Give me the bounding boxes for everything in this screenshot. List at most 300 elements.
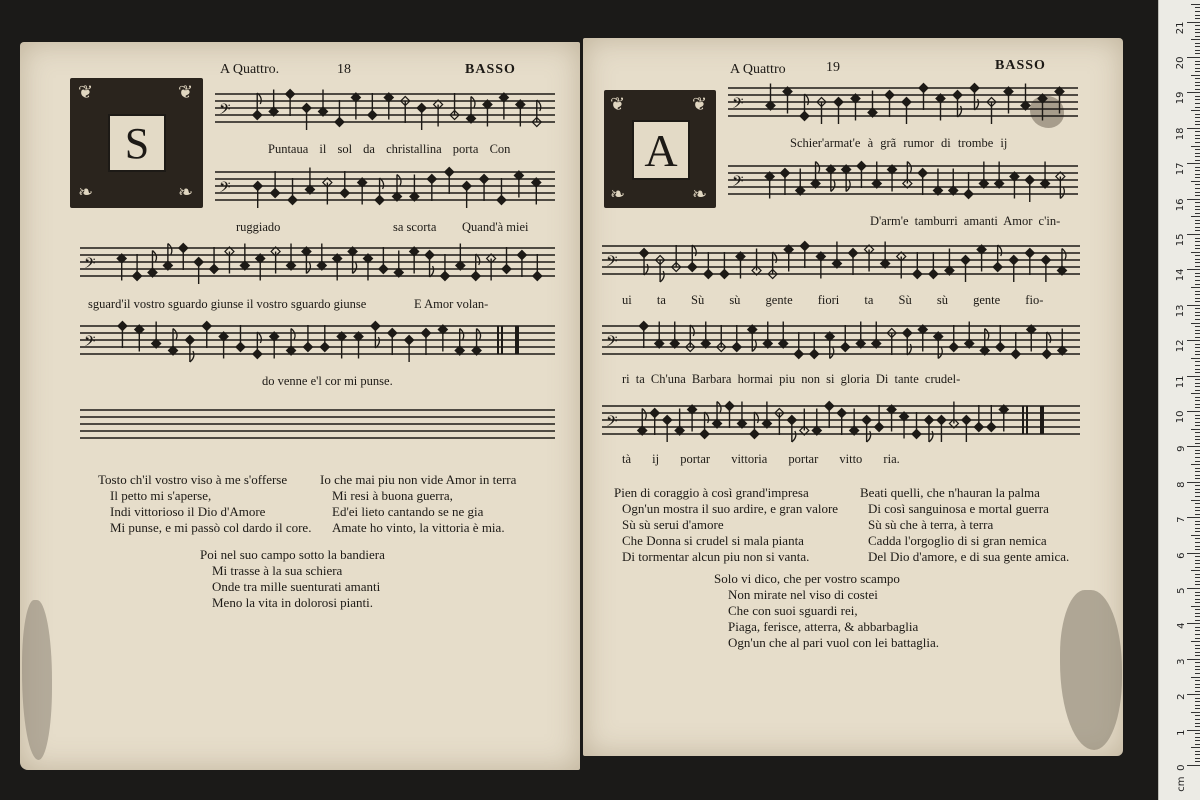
- ruler-tick: [1195, 503, 1200, 504]
- ruler-tick: [1187, 659, 1200, 660]
- ruler-tick: [1195, 521, 1200, 522]
- ruler-tick: [1191, 146, 1200, 147]
- poem-line: Cadda l'orgoglio di si gran nemica: [868, 533, 1047, 548]
- ruler-tick: [1195, 475, 1200, 476]
- music-note: [502, 247, 511, 274]
- clef-mark: 𝄢: [219, 179, 231, 200]
- music-note: [425, 250, 434, 277]
- music-note: [834, 97, 843, 124]
- poem-line: Di tormentar alcun piu non si vanta.: [622, 549, 810, 564]
- right-lyric-line-1: Schier'armat'e à grã rumor di trombe ij: [790, 136, 1008, 150]
- ruler-tick: [1195, 365, 1200, 366]
- ruler-tick: [1195, 616, 1200, 617]
- music-note: [210, 247, 219, 274]
- ruler-tick: [1195, 330, 1200, 331]
- left-poem-stanza-1: [98, 472, 311, 536]
- poem-line: Piaga, ferisce, atterra, & abbarbaglia: [728, 619, 919, 634]
- ruler-tick: [1195, 50, 1200, 51]
- ruler-tick: [1195, 32, 1200, 33]
- ruler-tick: [1195, 351, 1200, 352]
- right-staff-4: [602, 318, 1080, 370]
- ruler-tick: [1191, 358, 1200, 359]
- right-poem-stanza-3: [714, 571, 939, 651]
- ruler-tick: [1195, 620, 1200, 621]
- music-note: [704, 252, 713, 279]
- music-note: [340, 171, 349, 198]
- ruler-tick: [1195, 135, 1200, 136]
- ruler-tick: [1187, 305, 1200, 306]
- ruler-tick: [1195, 574, 1200, 575]
- poem-line: Solo vi dico, che per vostro scampo: [714, 571, 900, 586]
- ruler-number: 2: [1175, 693, 1187, 701]
- ruler-tick: [1195, 156, 1200, 157]
- ruler-tick: [1195, 280, 1200, 281]
- right-lyric-line-4: ri ta Ch'una Barbara hormai piu non si gloria Di tante crudel-: [622, 372, 961, 386]
- ruler-tick: [1187, 730, 1200, 731]
- poem-line: Non mirate nel viso di costei: [728, 587, 878, 602]
- music-note: [236, 325, 245, 352]
- music-note: [970, 83, 979, 110]
- ruler-tick: [1195, 687, 1200, 688]
- ruler-tick: [1195, 29, 1200, 30]
- ruler-tick: [1195, 326, 1200, 327]
- ruler-tick: [1195, 206, 1200, 207]
- ruler-tick: [1195, 36, 1200, 37]
- ruler-tick: [1195, 662, 1200, 663]
- initial-letter-s: S: [124, 118, 150, 168]
- ruler-tick: [1195, 308, 1200, 309]
- ruler-tick: [1195, 209, 1200, 210]
- measuring-ruler: [1158, 0, 1200, 800]
- music-note: [663, 415, 672, 442]
- right-staff-2: [728, 158, 1078, 210]
- ruler-tick: [1195, 354, 1200, 355]
- ruler-tick: [1187, 376, 1200, 377]
- ruler-tick: [1195, 372, 1200, 373]
- ruler-tick: [1195, 538, 1200, 539]
- music-note: [497, 178, 506, 205]
- music-note: [993, 245, 1002, 272]
- ruler-tick: [1191, 39, 1200, 40]
- ruler-tick: [1195, 737, 1200, 738]
- ruler-tick: [1191, 393, 1200, 394]
- left-poem-stanza-3: [200, 547, 385, 611]
- music-note: [902, 97, 911, 124]
- ruler-tick: [1187, 199, 1200, 200]
- ruler-tick: [1195, 386, 1200, 387]
- ruler-tick: [1195, 638, 1200, 639]
- music-note: [857, 161, 866, 188]
- music-note: [133, 254, 142, 281]
- ruler-tick: [1195, 468, 1200, 469]
- music-note: [320, 325, 329, 352]
- ruler-tick: [1191, 4, 1200, 5]
- ruler-tick: [1195, 379, 1200, 380]
- ruler-tick: [1195, 15, 1200, 16]
- right-poem-stanza-2: [860, 485, 1069, 565]
- ruler-tick: [1195, 53, 1200, 54]
- ruler-tick: [1195, 230, 1200, 231]
- ruler-tick: [1195, 11, 1200, 12]
- ruler-tick: [1195, 117, 1200, 118]
- ruler-tick: [1195, 634, 1200, 635]
- ruler-tick: [1191, 641, 1200, 642]
- music-note: [286, 89, 295, 116]
- music-note: [794, 332, 803, 359]
- ruler-tick: [1195, 485, 1200, 486]
- ruler-tick: [1195, 556, 1200, 557]
- ruler-tick: [1191, 323, 1200, 324]
- ruler-number: 5: [1175, 587, 1187, 594]
- music-note: [118, 321, 127, 348]
- right-lyric-line-2: D'arm'e tamburri amanti Amor c'in-: [870, 214, 1061, 228]
- ruler-tick: [1195, 131, 1200, 132]
- ruler-tick: [1187, 623, 1200, 624]
- right-page-number: 19: [826, 60, 840, 75]
- music-note: [253, 93, 262, 120]
- ruler-number: 3: [1175, 658, 1187, 665]
- ruler-number: 7: [1175, 516, 1187, 524]
- ruler-tick: [1195, 418, 1200, 419]
- ruler-tick: [1195, 347, 1200, 348]
- barline: [515, 326, 519, 354]
- ruler-tick: [1195, 259, 1200, 260]
- music-note: [1009, 255, 1018, 282]
- music-note: [841, 325, 850, 352]
- ruler-tick: [1195, 726, 1200, 727]
- poem-line: Che Donna si crudel si mala pianta: [622, 533, 804, 548]
- ruler-tick: [1195, 284, 1200, 285]
- ruler-tick: [1195, 514, 1200, 515]
- music-note: [271, 171, 280, 198]
- decorated-initial-s: ❦ ❦ ❧ ❧ S: [70, 78, 203, 208]
- music-note: [405, 335, 414, 362]
- ruler-tick: [1195, 46, 1200, 47]
- clef-mark: 𝄢: [732, 173, 744, 194]
- poem-line: Poi nel suo campo sotto la bandiera: [200, 547, 385, 562]
- music-note: [918, 168, 927, 195]
- music-note: [253, 181, 262, 208]
- ruler-tick: [1195, 184, 1200, 185]
- right-voice-label: BASSO: [995, 58, 1046, 73]
- ruler-tick: [1195, 648, 1200, 649]
- ruler-tick: [1191, 677, 1200, 678]
- ruler-number: 18: [1175, 127, 1187, 141]
- music-note: [688, 245, 697, 272]
- ruler-tick: [1195, 124, 1200, 125]
- ruler-tick: [1195, 301, 1200, 302]
- music-note: [517, 250, 526, 277]
- ruler-tick: [1187, 446, 1200, 447]
- ruler-number: 13: [1175, 304, 1187, 318]
- music-note: [800, 94, 809, 121]
- ruler-tick: [1195, 238, 1200, 239]
- ruler-tick: [1195, 248, 1200, 249]
- music-note: [953, 90, 962, 117]
- ruler-tick: [1195, 18, 1200, 19]
- ruler-tick: [1195, 291, 1200, 292]
- ruler-tick: [1195, 61, 1200, 62]
- ruler-tick: [1191, 500, 1200, 501]
- ruler-tick: [1195, 369, 1200, 370]
- ruler-tick: [1195, 298, 1200, 299]
- ruler-tick: [1187, 517, 1200, 518]
- poem-line: Del Dio d'amore, e di sua gente amica.: [868, 549, 1070, 564]
- music-note: [903, 328, 912, 355]
- ruler-tick: [1195, 705, 1200, 706]
- ruler-tick: [1195, 319, 1200, 320]
- ruler-tick: [1195, 439, 1200, 440]
- ruler-tick: [1195, 177, 1200, 178]
- music-note: [885, 90, 894, 117]
- ruler-tick: [1195, 227, 1200, 228]
- ruler-tick: [1187, 340, 1200, 341]
- poem-line: Ogn'un mostra il suo ardire, e gran valore: [622, 501, 839, 516]
- ruler-tick: [1195, 333, 1200, 334]
- ruler-tick: [1195, 170, 1200, 171]
- ruler-tick: [1195, 266, 1200, 267]
- ruler-tick: [1195, 684, 1200, 685]
- ruler-tick: [1195, 68, 1200, 69]
- ruler-tick: [1195, 701, 1200, 702]
- ruler-number: 8: [1175, 481, 1187, 488]
- ruler-tick: [1195, 245, 1200, 246]
- left-header-title: A Quattro.: [220, 62, 280, 77]
- poem-line: Tosto ch'il vostro viso à me s'offerse: [98, 472, 288, 487]
- poem-line: Meno la vita in dolorosi pianti.: [212, 595, 374, 610]
- poem-line: Sù sù serui d'amore: [622, 517, 724, 532]
- music-note: [825, 401, 834, 428]
- ruler-tick: [1195, 138, 1200, 139]
- ruler-tick: [1195, 192, 1200, 193]
- music-note: [1011, 332, 1020, 359]
- ruler-tick: [1195, 592, 1200, 593]
- ruler-tick: [1195, 103, 1200, 104]
- right-header-title: A Quattro: [730, 62, 786, 77]
- ruler-tick: [1195, 415, 1200, 416]
- music-note: [974, 405, 983, 432]
- music-note: [848, 248, 857, 275]
- music-note: [302, 103, 311, 130]
- ruler-tick: [1195, 630, 1200, 631]
- ruler-number: 19: [1175, 91, 1187, 105]
- ruler-number: 6: [1175, 552, 1187, 559]
- music-note: [335, 100, 344, 127]
- music-note: [650, 408, 659, 435]
- poem-line: Indi vittorioso il Dio d'Amore: [110, 504, 266, 519]
- music-note: [639, 321, 648, 348]
- ruler-tick: [1195, 121, 1200, 122]
- barline: [497, 326, 499, 354]
- ruler-tick: [1195, 294, 1200, 295]
- ruler-tick: [1195, 549, 1200, 550]
- ruler-tick: [1195, 567, 1200, 568]
- music-note: [964, 172, 973, 199]
- ruler-tick: [1195, 153, 1200, 154]
- ruler-tick: [1191, 712, 1200, 713]
- ruler-tick: [1195, 457, 1200, 458]
- clef-mark: 𝄢: [606, 333, 618, 354]
- music-note: [179, 243, 188, 270]
- ruler-tick: [1195, 758, 1200, 759]
- music-note: [388, 328, 397, 355]
- music-note: [924, 415, 933, 442]
- decorated-initial-a: ❦ ❦ ❧ ❧ A: [604, 90, 716, 208]
- clef-mark: 𝄢: [84, 333, 96, 354]
- ruler-tick: [1195, 195, 1200, 196]
- music-note: [371, 321, 380, 348]
- music-note: [288, 178, 297, 205]
- ruler-tick: [1195, 276, 1200, 277]
- ruler-unit-label: cm: [1175, 776, 1187, 792]
- ruler-tick: [1195, 7, 1200, 8]
- ruler-tick: [1195, 531, 1200, 532]
- left-staff-3: [80, 240, 555, 292]
- ruler-tick: [1195, 82, 1200, 83]
- ruler-tick: [1195, 390, 1200, 391]
- ruler-number: 4: [1175, 622, 1187, 630]
- music-note: [1041, 255, 1050, 282]
- poem-line: Onde tra mille suenturati amanti: [212, 579, 381, 594]
- ruler-tick: [1191, 216, 1200, 217]
- left-staff-2: [215, 164, 555, 216]
- ruler-tick: [1195, 524, 1200, 525]
- ruler-tick: [1195, 471, 1200, 472]
- music-note: [732, 325, 741, 352]
- ruler-tick: [1187, 92, 1200, 93]
- ruler-tick: [1195, 673, 1200, 674]
- ruler-tick: [1195, 241, 1200, 242]
- ruler-tick: [1195, 496, 1200, 497]
- left-lyric-line-2b: sa scorta: [393, 220, 437, 234]
- ruler-tick: [1195, 744, 1200, 745]
- music-note: [253, 332, 262, 359]
- music-note: [913, 252, 922, 279]
- left-page-number: 18: [337, 62, 351, 77]
- poem-line: Mi resi à buona guerra,: [332, 488, 453, 503]
- ruler-tick: [1195, 422, 1200, 423]
- ruler-tick: [1195, 344, 1200, 345]
- ruler-tick: [1187, 553, 1200, 554]
- ruler-tick: [1195, 142, 1200, 143]
- ruler-tick: [1195, 691, 1200, 692]
- ruler-tick: [1195, 397, 1200, 398]
- ruler-tick: [1195, 315, 1200, 316]
- poem-line: Beati quelli, che n'hauran la palma: [860, 485, 1040, 500]
- music-note: [862, 415, 871, 442]
- ruler-tick: [1191, 75, 1200, 76]
- left-lyric-line-1: Puntaua il sol da christallina porta Con: [268, 142, 511, 156]
- right-lyric-line-5: tà ij portar vittoria portar vitto ria.: [622, 452, 900, 466]
- music-note: [480, 174, 489, 201]
- music-note: [875, 405, 884, 432]
- music-note: [185, 335, 194, 362]
- music-note: [368, 93, 377, 120]
- music-note: [937, 415, 946, 442]
- ruler-tick: [1195, 680, 1200, 681]
- ruler-tick: [1195, 89, 1200, 90]
- ruler-tick: [1191, 464, 1200, 465]
- ruler-tick: [1195, 149, 1200, 150]
- music-note: [949, 325, 958, 352]
- ruler-tick: [1195, 754, 1200, 755]
- ruler-number: 11: [1175, 375, 1187, 388]
- ruler-tick: [1195, 602, 1200, 603]
- clef-mark: 𝄢: [219, 101, 231, 122]
- music-note: [533, 254, 542, 281]
- left-poem-stanza-2: [320, 472, 516, 536]
- ruler-tick: [1195, 655, 1200, 656]
- ruler-tick: [1187, 234, 1200, 235]
- music-note: [725, 401, 734, 428]
- ruler-tick: [1195, 188, 1200, 189]
- music-note: [375, 178, 384, 205]
- music-note: [194, 257, 203, 284]
- ruler-tick: [1195, 581, 1200, 582]
- ruler-tick: [1195, 528, 1200, 529]
- ruler-tick: [1187, 128, 1200, 129]
- left-lyric-line-3b: E Amor volan-: [414, 297, 489, 311]
- music-note: [787, 415, 796, 442]
- ruler-tick: [1191, 606, 1200, 607]
- right-lyric-line-3: ui ta Sù sù gente fiori ta Sù sù gente fio-: [622, 293, 1044, 307]
- ruler-tick: [1195, 599, 1200, 600]
- music-note: [440, 254, 449, 281]
- ruler-tick: [1195, 78, 1200, 79]
- left-lyric-line-2c: Quand'à miei: [462, 220, 529, 234]
- music-note: [996, 325, 1005, 352]
- left-lyric-line-2a: ruggiado: [236, 220, 281, 234]
- initial-letter-a: A: [644, 124, 678, 176]
- poem-line: Mi punse, e mi passò col dardo il core.: [110, 520, 312, 535]
- music-note: [929, 252, 938, 279]
- right-staff-5: [602, 398, 1080, 450]
- ruler-tick: [1195, 652, 1200, 653]
- music-note: [202, 321, 211, 348]
- paper-damage-left: [22, 600, 52, 760]
- ruler-tick: [1195, 425, 1200, 426]
- ruler-tick: [1195, 213, 1200, 214]
- music-note: [462, 181, 471, 208]
- poem-line: Ed'ei lieto cantando se ne gia: [332, 504, 484, 519]
- ruler-tick: [1195, 761, 1200, 762]
- ruler-tick: [1195, 255, 1200, 256]
- clef-mark: 𝄢: [84, 255, 96, 276]
- ruler-tick: [1191, 535, 1200, 536]
- left-staff-5-empty: [80, 402, 555, 446]
- ruler-number: 10: [1175, 410, 1187, 424]
- ruler-tick: [1195, 510, 1200, 511]
- ruler-tick: [1195, 262, 1200, 263]
- ruler-tick: [1191, 747, 1200, 748]
- ruler-number: 15: [1175, 233, 1187, 247]
- ruler-number: 0: [1175, 764, 1187, 771]
- ruler-number: 1: [1175, 729, 1187, 736]
- ruler-tick: [1195, 107, 1200, 108]
- ruler-tick: [1187, 57, 1200, 58]
- poem-line: Mi trasse à la sua schiera: [212, 563, 343, 578]
- ruler-tick: [1195, 645, 1200, 646]
- music-note: [303, 325, 312, 352]
- poem-line: Pien di coraggio à così grand'impresa: [614, 485, 809, 500]
- music-note: [445, 167, 454, 194]
- right-poem-stanza-1: [614, 485, 838, 565]
- ruler-tick: [1195, 563, 1200, 564]
- music-note: [1042, 332, 1051, 359]
- ruler-tick: [1195, 733, 1200, 734]
- music-note: [471, 254, 480, 281]
- right-staff-3: [602, 238, 1080, 290]
